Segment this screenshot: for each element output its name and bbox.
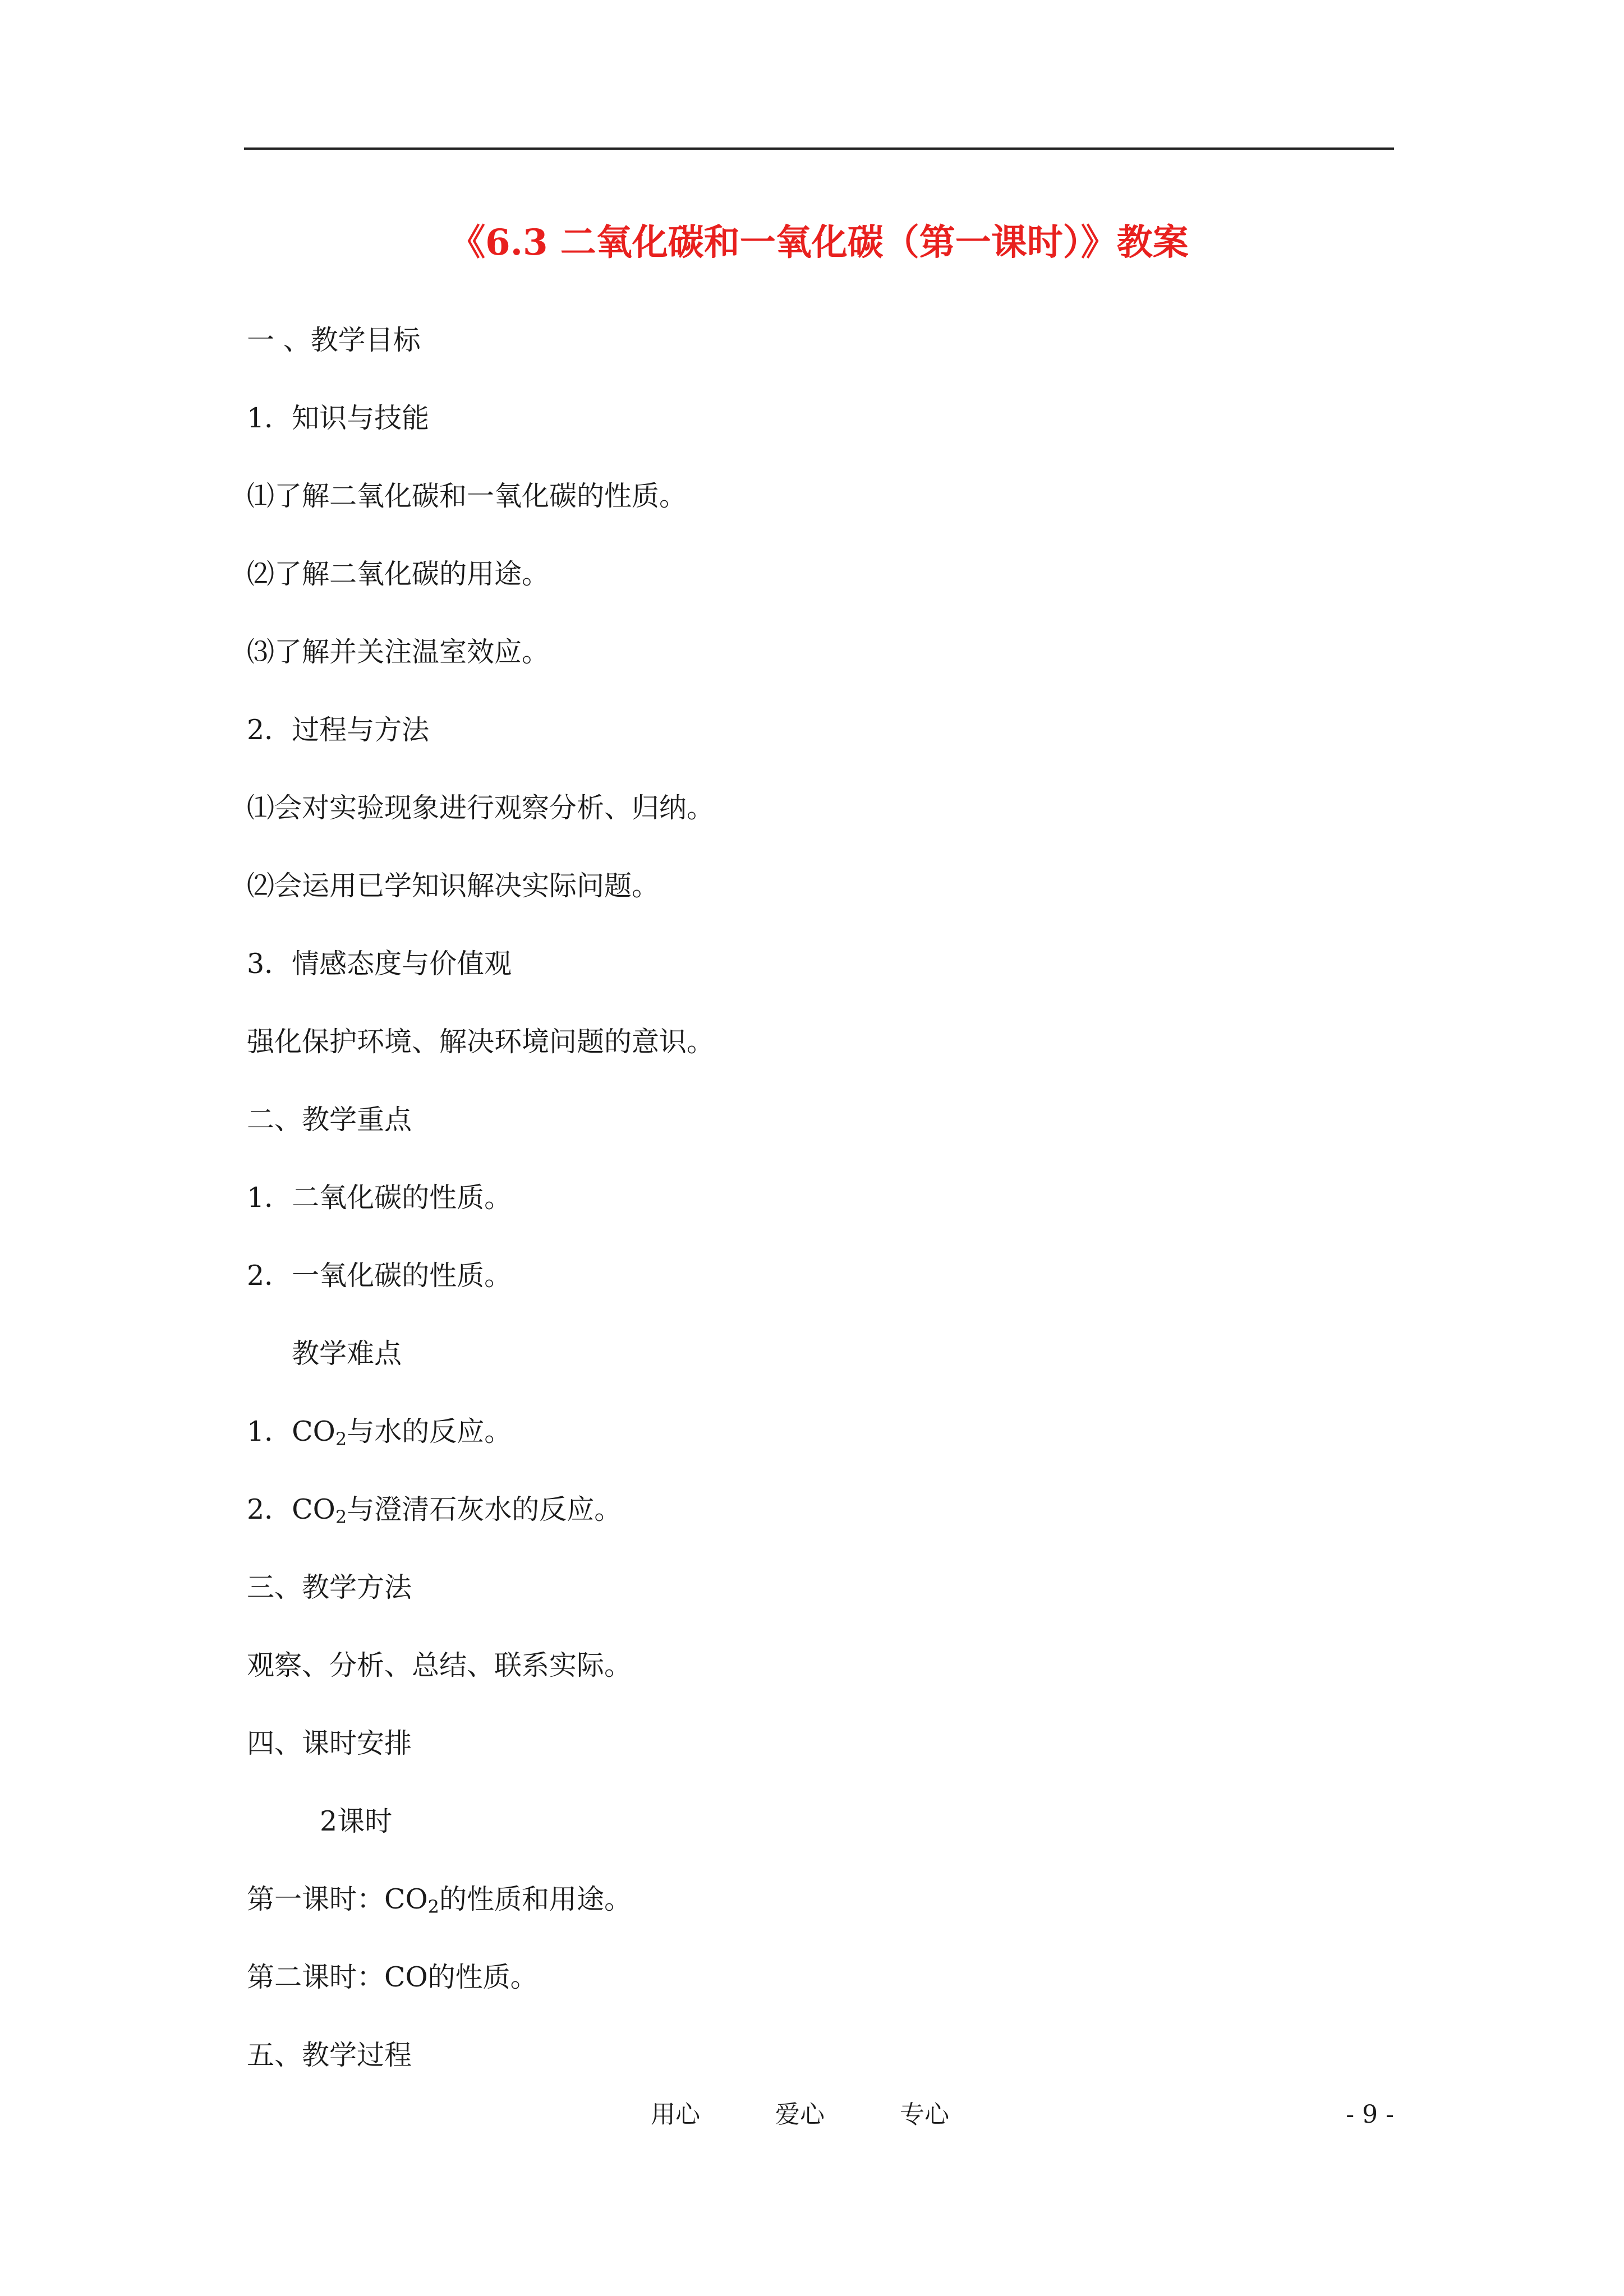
- paragraph: 2课时: [320, 1805, 393, 1837]
- text-segment: 2．CO: [247, 1493, 335, 1525]
- footer-motto: [651, 2100, 949, 2130]
- list-item: 1．二氧化碳的性质。: [247, 1182, 512, 1214]
- list-item: [247, 1493, 622, 1527]
- section-heading-schedule: 四、课时安排: [247, 1727, 412, 1759]
- list-item: ⑶了解并关注温室效应。: [247, 636, 550, 668]
- section-heading-methods: 三、教学方法: [247, 1571, 412, 1603]
- footer-item: 爱心: [775, 2100, 825, 2129]
- subscript: 2: [335, 1428, 347, 1450]
- section-heading-key-points: 二、教学重点: [247, 1104, 412, 1136]
- text-segment: 第一课时：CO: [247, 1883, 428, 1915]
- subscript: 2: [335, 1506, 347, 1528]
- document-title: 《6.3 二氧化碳和一氧化碳（第一课时）》教案: [449, 222, 1189, 264]
- subscript: 2: [427, 1896, 440, 1917]
- list-item: 第二课时：CO的性质。: [247, 1961, 538, 1993]
- subheading-difficult-points: 教学难点: [292, 1338, 402, 1370]
- text-segment: 与水的反应。: [347, 1416, 512, 1447]
- paragraph: 观察、分析、总结、联系实际。: [247, 1649, 632, 1681]
- subheading-process-method: 2．过程与方法: [247, 714, 430, 746]
- list-item: ⑴了解二氧化碳和一氧化碳的性质。: [247, 480, 687, 512]
- section-heading-process: 五、教学过程: [247, 2039, 412, 2071]
- header-rule: [244, 147, 1394, 150]
- footer-item: 用心: [651, 2100, 700, 2129]
- text-segment: 与澄清石灰水的反应。: [347, 1493, 622, 1525]
- list-item: [247, 1883, 632, 1916]
- paragraph: 强化保护环境、解决环境问题的意识。: [247, 1026, 715, 1058]
- list-item: ⑴会对实验现象进行观察分析、归纳。: [247, 792, 715, 824]
- list-item: ⑵了解二氧化碳的用途。: [247, 558, 550, 590]
- text-segment: 1．CO: [247, 1416, 335, 1447]
- text-segment: 的性质和用途。: [439, 1883, 632, 1915]
- list-item: 2．一氧化碳的性质。: [247, 1260, 512, 1292]
- list-item: [247, 1416, 512, 1449]
- page-number: - 9 -: [1346, 2100, 1394, 2129]
- section-heading-objectives: 一 、教学目标: [247, 324, 421, 356]
- footer-item: 专心: [900, 2100, 949, 2129]
- subheading-attitude-values: 3．情感态度与价值观: [247, 948, 512, 980]
- subheading-knowledge-skills: 1．知识与技能: [247, 402, 430, 434]
- list-item: ⑵会运用已学知识解决实际问题。: [247, 870, 660, 902]
